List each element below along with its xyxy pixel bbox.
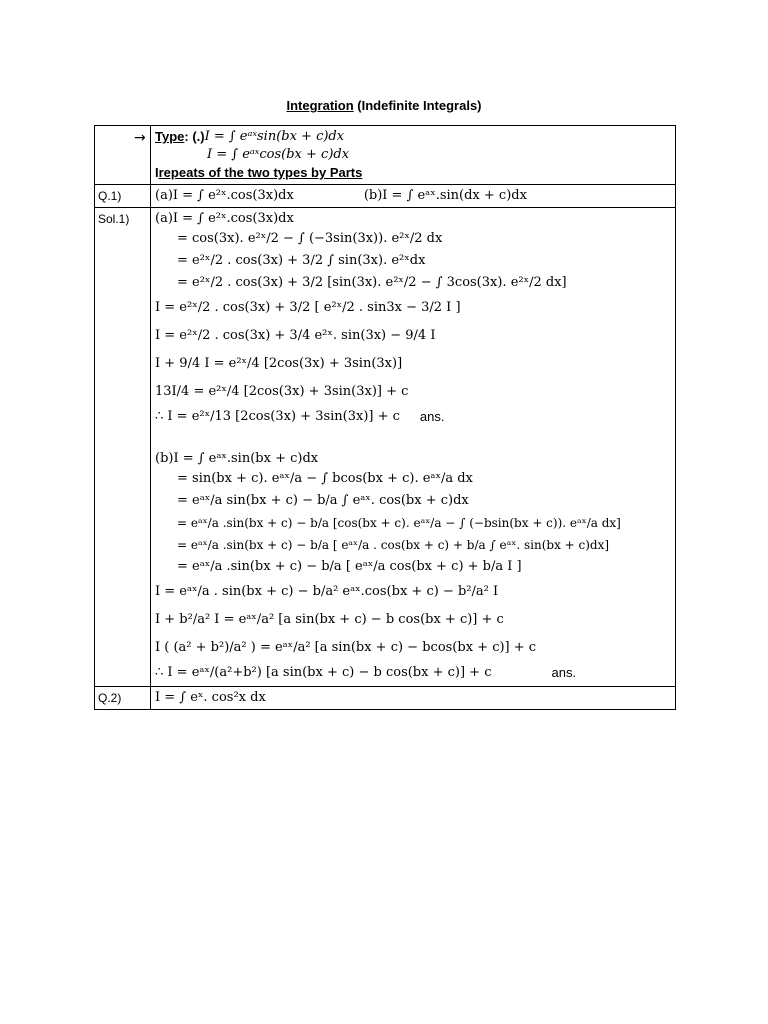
sol1-b-line-9: ∴ I = eᵃˣ/(a²+b²) [a sin(bx + c) − b cos(bx + c)] + c: [155, 665, 492, 680]
type-note-text: repeats of the two types by Parts: [158, 165, 363, 180]
type-label: Type: [155, 129, 185, 144]
type-row: [95, 126, 676, 185]
sol1-a-ans: ans.: [419, 409, 445, 424]
q2-formula: I = ∫ eˣ. cos²x dx: [155, 690, 266, 705]
sol1-a-line-6: I + 9/4 I = e²ˣ/4 [2cos(3x) + 3sin(3x)]: [155, 356, 403, 371]
sol1-b-ans: ans.: [551, 665, 577, 680]
sol1-b-line-2: = eᵃˣ/a sin(bx + c) − b/a ∫ eᵃˣ. cos(bx + c)dx: [177, 493, 469, 508]
sol1-a-line-5: I = e²ˣ/2 . cos(3x) + 3/4 e²ˣ. sin(3x) − 9/4 I: [155, 328, 436, 343]
arrow-right-icon: →: [134, 130, 146, 146]
type-note-prefix: I: [155, 165, 159, 180]
sol1-b-line-6: I = eᵃˣ/a . sin(bx + c) − b/a² eᵃˣ.cos(bx + c) − b²/a² I: [155, 584, 499, 599]
sol1-b-line-0: (b)I = ∫ eᵃˣ.sin(bx + c)dx: [155, 451, 319, 466]
q1-row: [95, 185, 676, 208]
page-title: [0, 98, 768, 113]
sol1-a-line-7: 13I/4 = e²ˣ/4 [2cos(3x) + 3sin(3x)] + c: [155, 384, 409, 399]
q1-part-b: (b)I = ∫ eᵃˣ.sin(dx + c)dx: [363, 188, 527, 203]
sol1-a-line-3: = e²ˣ/2 . cos(3x) + 3/2 [sin(3x). e²ˣ/2 − ∫ 3cos(3x). e²ˣ/2 dx]: [177, 275, 567, 290]
title-sub: (Indefinite Integrals): [353, 98, 482, 113]
q1-body: [151, 185, 676, 208]
sol1-b-line-8: I ( (a² + b²)/a² ) = eᵃˣ/a² [a sin(bx + c) − bcos(bx + c)] + c: [155, 640, 537, 655]
sol1-a-line-2: = e²ˣ/2 . cos(3x) + 3/2 ∫ sin(3x). e²ˣdx: [177, 253, 426, 268]
type-formula-2: I = ∫ eᵃˣcos(bx + c)dx: [207, 147, 350, 162]
sol1-b-line-1: = sin(bx + c). eᵃˣ/a − ∫ bcos(bx + c). eᵃˣ/a dx: [177, 471, 473, 486]
sol1-a-line-8: ∴ I = e²ˣ/13 [2cos(3x) + 3sin(3x)] + c: [155, 409, 400, 424]
q1-label: Q.1): [95, 185, 151, 208]
type-suffix: : (.): [184, 129, 205, 144]
q2-body: [151, 687, 676, 710]
sol1-b-line-4: = eᵃˣ/a .sin(bx + c) − b/a [ eᵃˣ/a . cos(bx + c) + b/a ∫ eᵃˣ. sin(bx + c)dx]: [177, 538, 610, 552]
type-formula-1: I = ∫ eᵃˣsin(bx + c)dx: [204, 129, 345, 144]
worksheet-table: [94, 125, 676, 710]
sol1-body: [151, 208, 676, 687]
sol1-a-line-4: I = e²ˣ/2 . cos(3x) + 3/2 [ e²ˣ/2 . sin3x − 3/2 I ]: [155, 300, 461, 315]
q2-label: Q.2): [95, 687, 151, 710]
sol1-b-line-5: = eᵃˣ/a .sin(bx + c) − b/a [ eᵃˣ/a cos(bx + c) + b/a I ]: [177, 559, 522, 574]
type-row-body: [151, 126, 676, 185]
sol1-b-line-7: I + b²/a² I = eᵃˣ/a² [a sin(bx + c) − b cos(bx + c)] + c: [155, 612, 504, 627]
sol1-label: Sol.1): [95, 208, 151, 687]
sol1-row: [95, 208, 676, 687]
title-main: Integration: [286, 98, 354, 113]
sol1-b-line-3: = eᵃˣ/a .sin(bx + c) − b/a [cos(bx + c). eᵃˣ/a − ∫ (−bsin(bx + c)). eᵃˣ/a dx]: [177, 516, 621, 530]
sol1-a-line-1: = cos(3x). e²ˣ/2 − ∫ (−3sin(3x)). e²ˣ/2 dx: [177, 231, 443, 246]
type-row-label-cell: [95, 126, 151, 185]
q2-row: [95, 687, 676, 710]
sol1-a-line-0: (a)I = ∫ e²ˣ.cos(3x)dx: [155, 211, 294, 226]
q1-part-a: (a)I = ∫ e²ˣ.cos(3x)dx: [155, 188, 294, 203]
